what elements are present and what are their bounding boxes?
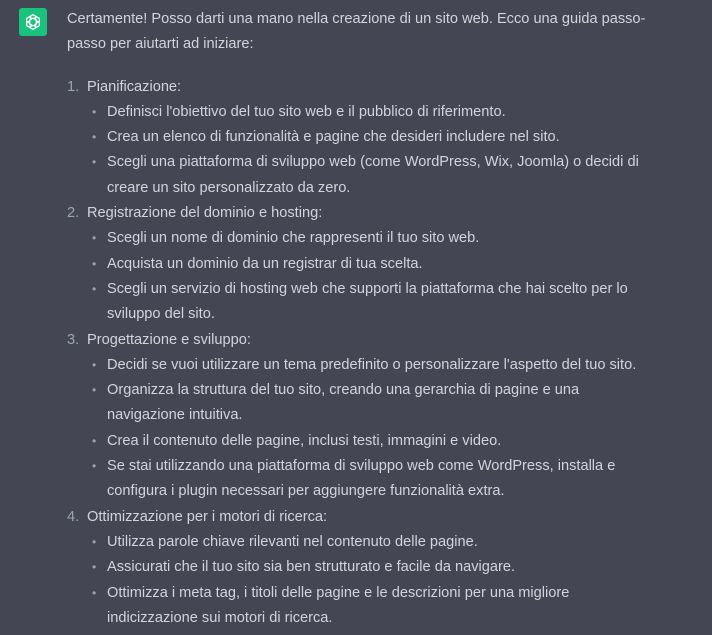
- bullet-list: [87, 530, 647, 631]
- message-intro: Certamente! Posso darti una mano nella creazione di un sito web. Ecco una guida passo-passo per aiutarti ad iniziare:: [67, 11, 646, 53]
- bullet-text: Assicurati che il tuo sito sia ben strutturato e facile da navigare.: [107, 559, 516, 576]
- bullet-item: [87, 277, 647, 328]
- step-item: [67, 505, 647, 631]
- bullet-item: [87, 378, 647, 429]
- bullet-text: Acquista un dominio da un registrar di tua scelta.: [107, 255, 423, 272]
- bullet-text: Crea un elenco di funzionalità e pagine che desideri includere nel sito.: [107, 129, 560, 146]
- bullet-icon: •: [92, 256, 97, 271]
- step-title: Ottimizzazione per i motori di ricerca:: [87, 508, 328, 525]
- bullet-text: Definisci l'obiettivo del tuo sito web e il pubblico di riferimento.: [107, 103, 506, 120]
- step-title: Progettazione e sviluppo:: [87, 331, 251, 348]
- bullet-item: [87, 555, 647, 580]
- bullet-icon: •: [92, 534, 97, 549]
- bullet-text: Scegli un servizio di hosting web che supporti la piattaforma che hai scelto per lo sviluppo del sito.: [107, 280, 628, 323]
- bullet-icon: •: [92, 560, 97, 575]
- bullet-icon: •: [92, 357, 97, 372]
- bullet-list: [87, 353, 647, 505]
- step-number: 4.: [67, 508, 80, 525]
- bullet-item: [87, 454, 647, 505]
- bullet-icon: •: [92, 383, 97, 398]
- bullet-text: Crea il contenuto delle pagine, inclusi testi, immagini e video.: [107, 432, 502, 449]
- bullet-list: [87, 100, 647, 201]
- bullet-text: Organizza la struttura del tuo sito, creando una gerarchia di pagine e una navigazione intuitiva.: [107, 382, 580, 424]
- bullet-item: [87, 353, 647, 378]
- bullet-icon: •: [92, 130, 97, 145]
- step-item: [67, 328, 647, 505]
- bullet-icon: •: [92, 459, 97, 474]
- step-number: 2.: [67, 205, 80, 222]
- bullet-text: Utilizza parole chiave rilevanti nel contenuto delle pagine.: [107, 533, 478, 550]
- assistant-message: [67, 7, 647, 631]
- assistant-avatar: [19, 8, 47, 36]
- steps-list: [67, 75, 647, 632]
- step-number: 1.: [67, 78, 80, 95]
- bullet-list: [87, 226, 647, 327]
- bullet-icon: •: [92, 231, 97, 246]
- bullet-item: [87, 125, 647, 150]
- bullet-text: Scegli un nome di dominio che rappresenti il tuo sito web.: [107, 230, 480, 247]
- bullet-item: [87, 100, 647, 125]
- step-item: [67, 75, 647, 201]
- step-number: 3.: [67, 331, 80, 348]
- bullet-item: [87, 429, 647, 454]
- bullet-item: [87, 226, 647, 251]
- bullet-item: [87, 581, 647, 632]
- bullet-icon: •: [92, 433, 97, 448]
- bullet-icon: •: [92, 104, 97, 119]
- bullet-text: Decidi se vuoi utilizzare un tema predefinito o personalizzare l'aspetto del tuo sito.: [107, 356, 637, 373]
- bullet-item: [87, 252, 647, 277]
- step-item: [67, 201, 647, 327]
- step-title: Pianificazione:: [87, 78, 182, 95]
- bullet-item: [87, 150, 647, 201]
- bullet-icon: •: [92, 585, 97, 600]
- bullet-text: Scegli una piattaforma di sviluppo web (come WordPress, Wix, Joomla) o decidi di creare un sito personalizzato da zero.: [107, 154, 639, 196]
- bullet-icon: •: [92, 155, 97, 170]
- openai-logo-icon: [23, 12, 43, 32]
- bullet-text: Ottimizza i meta tag, i titoli delle pagine e le descrizioni per una migliore indicizzazione sui motori di ricerca.: [107, 584, 570, 626]
- step-title: Registrazione del dominio e hosting:: [87, 205, 323, 222]
- bullet-item: [87, 530, 647, 555]
- bullet-text: Se stai utilizzando una piattaforma di sviluppo web come WordPress, installa e configura i plugin necessari per aggiungere funzionalità extra.: [107, 458, 616, 500]
- bullet-icon: •: [92, 281, 97, 296]
